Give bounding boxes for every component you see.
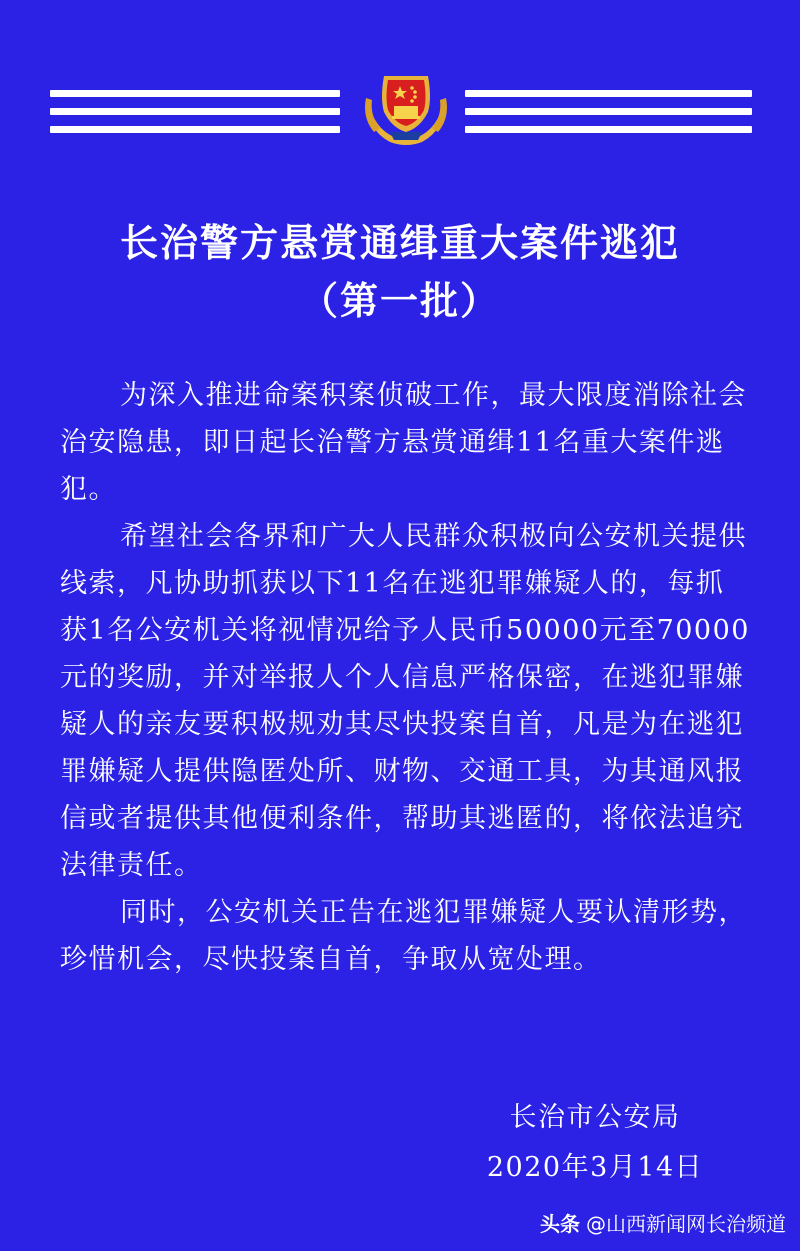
- watermark-account: @山西新闻网长治频道: [586, 1212, 786, 1236]
- notice-body: [60, 372, 750, 983]
- paragraph-warning: 同时，公安机关正告在逃犯罪嫌疑人要认清形势，珍惜机会，尽快投案自首，争取从宽处理。: [60, 897, 747, 975]
- stripe: [50, 108, 340, 115]
- right-stripe-decoration: [465, 90, 752, 144]
- stripe: [465, 126, 752, 133]
- left-stripe-decoration: [50, 90, 340, 144]
- stripe: [465, 90, 752, 97]
- watermark-source: 头条: [540, 1212, 580, 1236]
- stripe: [50, 90, 340, 97]
- issue-date: 2020年3月14日: [486, 1152, 704, 1183]
- police-emblem-icon: [360, 68, 452, 148]
- page-subtitle: （第一批）: [299, 279, 500, 323]
- watermark: [540, 1208, 786, 1237]
- stripe: [50, 126, 340, 133]
- stripe: [465, 108, 752, 115]
- issuer-name: 长治市公安局: [509, 1102, 681, 1133]
- page-title: 长治警方悬赏通缉重大案件逃犯: [119, 221, 680, 265]
- paragraph-reward: 希望社会各界和广大人民群众积极向公安机关提供线索，凡协助抓获以下11名在逃犯罪嫌疑人的，每抓获1名公安机关将视情况给予人民币50000元至70000元的奖励，并对举报人个人信息严格保密，在逃犯罪嫌疑人的亲友要积极规劝其尽快投案自首，凡是为在逃犯罪嫌疑人提供隐匿处所、财物、交通工具，为其通风报信或者提供其他便利条件，帮助其逃匿的，将依法追究法律责任。: [60, 521, 750, 881]
- paragraph-intro: 为深入推进命案积案侦破工作，最大限度消除社会治安隐患，即日起长治警方悬赏通缉11名重大案件逃犯。: [60, 380, 747, 505]
